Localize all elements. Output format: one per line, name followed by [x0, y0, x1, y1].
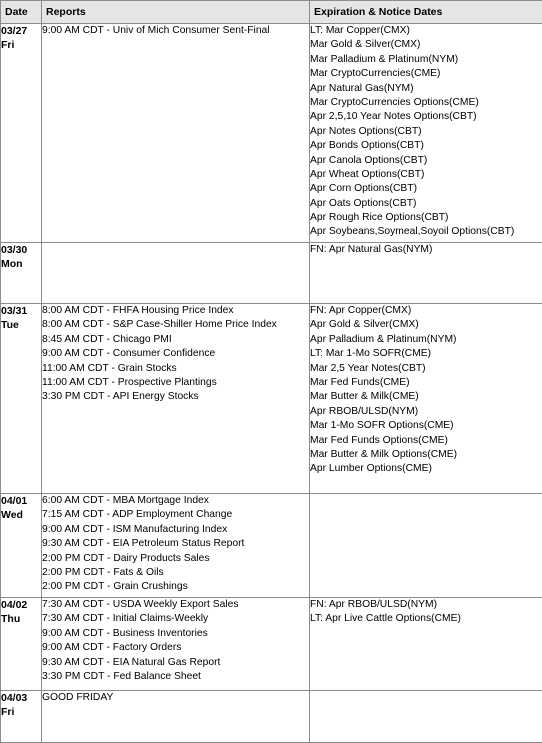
report-item: 6:00 AM CDT - MBA Mortgage Index [42, 494, 309, 508]
expiration-item: Mar Butter & Milk Options(CME) [310, 448, 542, 462]
expiration-item: Mar Fed Funds Options(CME) [310, 434, 542, 448]
date-value: 04/01 [1, 494, 41, 508]
expiration-item: Apr Natural Gas(NYM) [310, 82, 542, 96]
reports-cell [42, 494, 310, 598]
report-item: 8:45 AM CDT - Chicago PMI [42, 333, 309, 347]
expiration-item: Apr Gold & Silver(CMX) [310, 318, 542, 332]
report-item: 7:30 AM CDT - Initial Claims-Weekly [42, 612, 309, 626]
date-value: 03/30 [1, 243, 41, 257]
expiration-item: Apr Corn Options(CBT) [310, 182, 542, 196]
reports-cell [42, 598, 310, 691]
reports-cell [42, 24, 310, 243]
header-row [1, 1, 542, 24]
weekday-value: Mon [1, 257, 41, 271]
expiration-item: FN: Apr Copper(CMX) [310, 304, 542, 318]
report-item: 2:00 PM CDT - Fats & Oils [42, 566, 309, 580]
expiration-item: LT: Mar 1-Mo SOFR(CME) [310, 347, 542, 361]
date-cell [1, 243, 42, 304]
header-expiration: Expiration & Notice Dates [310, 1, 542, 24]
expiration-item: Apr Notes Options(CBT) [310, 125, 542, 139]
report-item: 2:00 PM CDT - Dairy Products Sales [42, 552, 309, 566]
expiration-item: FN: Apr RBOB/ULSD(NYM) [310, 598, 542, 612]
date-cell [1, 598, 42, 691]
expiration-item: Apr Soybeans,Soymeal,Soyoil Options(CBT) [310, 225, 542, 239]
calendar-row [1, 598, 542, 691]
report-item: GOOD FRIDAY [42, 691, 309, 705]
expiration-cell [310, 304, 542, 494]
reports-cell [42, 691, 310, 743]
expiration-item: Mar Fed Funds(CME) [310, 376, 542, 390]
weekday-value: Thu [1, 612, 41, 626]
calendar-row [1, 243, 542, 304]
expiration-item: Mar Gold & Silver(CMX) [310, 38, 542, 52]
report-item: 9:00 AM CDT - Business Inventories [42, 627, 309, 641]
expiration-item: LT: Apr Live Cattle Options(CME) [310, 612, 542, 626]
weekday-value: Tue [1, 318, 41, 332]
report-item: 9:00 AM CDT - Univ of Mich Consumer Sent-Final [42, 24, 309, 38]
report-item: 2:00 PM CDT - Grain Crushings [42, 580, 309, 594]
expiration-item: Mar CryptoCurrencies Options(CME) [310, 96, 542, 110]
report-item: 9:30 AM CDT - EIA Natural Gas Report [42, 656, 309, 670]
expiration-cell [310, 243, 542, 304]
report-item: 8:00 AM CDT - S&P Case-Shiller Home Price Index [42, 318, 309, 332]
expiration-item: Apr Lumber Options(CME) [310, 462, 542, 476]
report-item: 9:00 AM CDT - Factory Orders [42, 641, 309, 655]
report-item: 11:00 AM CDT - Grain Stocks [42, 362, 309, 376]
calendar-row [1, 304, 542, 494]
expiration-cell [310, 691, 542, 743]
weekday-value: Fri [1, 705, 41, 719]
report-item: 3:30 PM CDT - API Energy Stocks [42, 390, 309, 404]
calendar-body [1, 24, 542, 743]
date-cell [1, 691, 42, 743]
expiration-item: Mar 1-Mo SOFR Options(CME) [310, 419, 542, 433]
report-item: 9:00 AM CDT - ISM Manufacturing Index [42, 523, 309, 537]
report-item: 9:00 AM CDT - Consumer Confidence [42, 347, 309, 361]
expiration-item: Mar Palladium & Platinum(NYM) [310, 53, 542, 67]
date-value: 04/02 [1, 598, 41, 612]
date-value: 03/31 [1, 304, 41, 318]
date-cell [1, 494, 42, 598]
report-item: 7:15 AM CDT - ADP Employment Change [42, 508, 309, 522]
expiration-cell [310, 24, 542, 243]
expiration-item: FN: Apr Natural Gas(NYM) [310, 243, 542, 257]
date-value: 03/27 [1, 24, 41, 38]
expiration-item: Apr Rough Rice Options(CBT) [310, 211, 542, 225]
calendar-row [1, 24, 542, 243]
expiration-cell [310, 494, 542, 598]
report-item: 3:30 PM CDT - Fed Balance Sheet [42, 670, 309, 684]
header-reports: Reports [42, 1, 310, 24]
calendar-row [1, 494, 542, 598]
expiration-item: Apr Oats Options(CBT) [310, 197, 542, 211]
weekday-value: Fri [1, 38, 41, 52]
report-item: 9:30 AM CDT - EIA Petroleum Status Report [42, 537, 309, 551]
calendar-row [1, 691, 542, 743]
date-cell [1, 24, 42, 243]
reports-cell [42, 243, 310, 304]
expiration-item: Apr Canola Options(CBT) [310, 154, 542, 168]
expiration-item: Mar Butter & Milk(CME) [310, 390, 542, 404]
date-value: 04/03 [1, 691, 41, 705]
expiration-item: Apr Palladium & Platinum(NYM) [310, 333, 542, 347]
report-item: 11:00 AM CDT - Prospective Plantings [42, 376, 309, 390]
expiration-item: Mar 2,5 Year Notes(CBT) [310, 362, 542, 376]
expiration-item: Mar CryptoCurrencies(CME) [310, 67, 542, 81]
expiration-item: Apr 2,5,10 Year Notes Options(CBT) [310, 110, 542, 124]
report-item: 7:30 AM CDT - USDA Weekly Export Sales [42, 598, 309, 612]
report-item: 8:00 AM CDT - FHFA Housing Price Index [42, 304, 309, 318]
header-date: Date [1, 1, 42, 24]
expiration-item: Apr Wheat Options(CBT) [310, 168, 542, 182]
date-cell [1, 304, 42, 494]
weekday-value: Wed [1, 508, 41, 522]
reports-cell [42, 304, 310, 494]
expiration-item: LT: Mar Copper(CMX) [310, 24, 542, 38]
expiration-item: Apr Bonds Options(CBT) [310, 139, 542, 153]
expiration-item: Apr RBOB/ULSD(NYM) [310, 405, 542, 419]
expiration-cell [310, 598, 542, 691]
